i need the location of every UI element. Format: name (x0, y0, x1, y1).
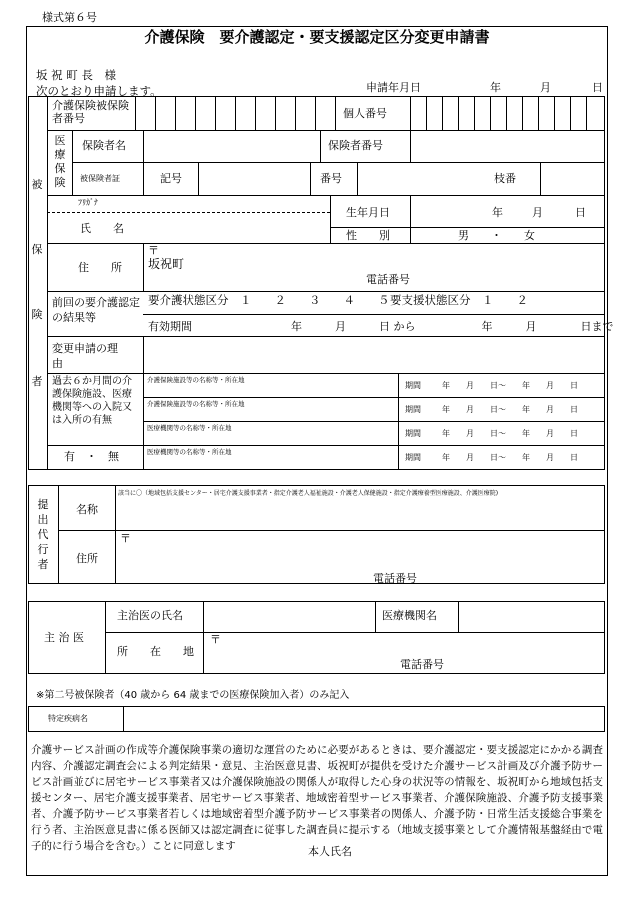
previous-result-label: 前回の要介護認定の結果等 (52, 296, 140, 324)
disease-table (28, 706, 605, 732)
individual-number-label: 個人番号 (343, 107, 387, 120)
address-label: 住 所 (78, 261, 122, 274)
insurer-number-label: 保険者番号 (328, 139, 383, 152)
birth-day-label: 日 (575, 206, 586, 219)
card-number-label: 番号 (320, 172, 342, 185)
doctor-location-label: 所 在 地 (117, 645, 194, 658)
page-title: 介護保険 要介護認定・要支援認定区分変更申請書 (144, 28, 490, 46)
facility-row-4-range: 年 月 日～ 年 月 日 (442, 453, 578, 462)
addressee: 坂 祝 町 長 様 (36, 68, 116, 82)
facility-row-1-label: 介護保険施設等の名称等・所在地 (147, 376, 245, 384)
section-label-sha: 者 (31, 375, 43, 388)
admission-history-label: 過去６か月間の介護保険施設、医療機関等への入院又は入所の有無 (52, 376, 132, 426)
furigana-label: ﾌﾘｶﾞﾅ (78, 198, 98, 207)
sex-options: 男 ・ 女 (458, 229, 535, 242)
facility-row-1-range: 年 月 日～ 年 月 日 (442, 381, 578, 390)
facility-row-3-period: 期間 (405, 429, 421, 438)
agent-name-label: 名称 (76, 503, 98, 516)
doctor-section-label: 主 治 医 (44, 631, 84, 644)
medical-insurance-label: 医療保険 (54, 134, 66, 189)
application-date-label: 申請年月日 (366, 81, 421, 94)
medical-institution-label: 医療機関名 (382, 609, 437, 622)
postal-mark: 〒 (148, 244, 159, 257)
facility-row-4-label: 医療機関等の名称等・所在地 (147, 448, 232, 456)
branch-number-label: 枝番 (494, 172, 516, 185)
facility-row-2-range: 年 月 日～ 年 月 日 (442, 405, 578, 414)
birthdate-label: 生年月日 (346, 206, 390, 219)
doctor-name-label: 主治医の氏名 (117, 609, 183, 622)
facility-row-2-period: 期間 (405, 405, 421, 414)
birth-month-label: 月 (532, 206, 543, 219)
card-symbol-label: 記号 (160, 172, 182, 185)
care-level-options: 要介護状態区分 １ ２ ３ ４ ５ (148, 293, 390, 307)
facility-row-4-period: 期間 (405, 453, 421, 462)
form-number: 様式第６号 (42, 11, 97, 24)
name-label: 氏 名 (80, 222, 124, 235)
agent-type-note: 該当に〇（地域包括支援センター・居宅介護支援事業者・指定介護老人福祉施設・介護老人保健施設・指定介護療養型医療施設、介護医療院) (118, 490, 499, 497)
support-level-options: 要支援状態区分 １ ２ (390, 293, 528, 307)
admission-yes-no: 有 ・ 無 (64, 450, 119, 463)
birth-year-label: 年 (492, 206, 503, 219)
insurance-card-label: 被保険者証 (80, 174, 120, 183)
doctor-postal-mark: 〒 (210, 633, 221, 646)
specific-disease-label: 特定疾病名 (48, 714, 88, 723)
address-value: 坂祝町 (148, 257, 185, 271)
application-date-day: 日 (592, 81, 603, 94)
facility-row-3-range: 年 月 日～ 年 月 日 (442, 429, 578, 438)
insurer-name-label: 保険者名 (82, 139, 126, 152)
validity-label: 有効期間 (148, 320, 192, 333)
agent-phone-label: 電話番号 (373, 572, 417, 585)
section-label-ken: 険 (31, 308, 43, 321)
change-reason-label: 変更申請の理由 (52, 342, 118, 370)
facility-row-1-period: 期間 (405, 381, 421, 390)
sex-label: 性 別 (346, 229, 390, 242)
section-label-hi: 被 (31, 178, 43, 191)
application-date-year: 年 (490, 81, 501, 94)
agent-postal-mark: 〒 (120, 532, 131, 545)
facility-row-3-label: 医療機関等の名称等・所在地 (147, 424, 232, 432)
intro-text: 次のとおり申請します。 (36, 84, 162, 98)
second-insured-note: ※第二号被保険者（40 歳から 64 歳までの医療保険加入者）のみ記入 (36, 690, 350, 701)
application-date-month: 月 (540, 81, 551, 94)
doctor-phone-label: 電話番号 (400, 658, 444, 671)
agent-section-label: 提出代行者 (37, 498, 49, 571)
agent-address-label: 住所 (76, 552, 98, 565)
validity-period: 年 月 日 から 年 月 日まで (291, 320, 614, 333)
signature-label: 本人氏名 (308, 845, 352, 858)
insured-number-label: 介護保険被保険者番号 (52, 99, 129, 125)
address-phone-label: 電話番号 (366, 273, 410, 286)
consent-statement: 介護サービス計画の作成等介護保険事業の適切な運営のために必要があるときは、要介護認定・要支援認定にかかる調査内容、介護認定調査会による判定結果・意見、主治医意見書、坂祝町が提供を受けた介護サービス計画及び介護予防サービス計画並びに居宅サービス事業者又は介護保険施設の関係人が取得した心身の状況等の情報を、坂祝町から地域包括支援センター、居宅介護支援事業者、居宅サービス事業者、地域密着型サービス事業者、介護保険施設、介護予防支援事業者、介護予防サービス事業者若しくは地域密着型介護予防サービス事業者の関係人、介護予防・日常生活支援総合事業を行う者、主治医意見書に係る医師又は認定調査に従事した調査員に提示する（地域支援事業として介護情報基盤経由で電子的に行う場合を含む。）ことに同意します (31, 744, 603, 852)
doctor-table (28, 601, 605, 674)
facility-row-2-label: 介護保険施設等の名称等・所在地 (147, 400, 245, 408)
section-label-ho: 保 (31, 243, 43, 256)
